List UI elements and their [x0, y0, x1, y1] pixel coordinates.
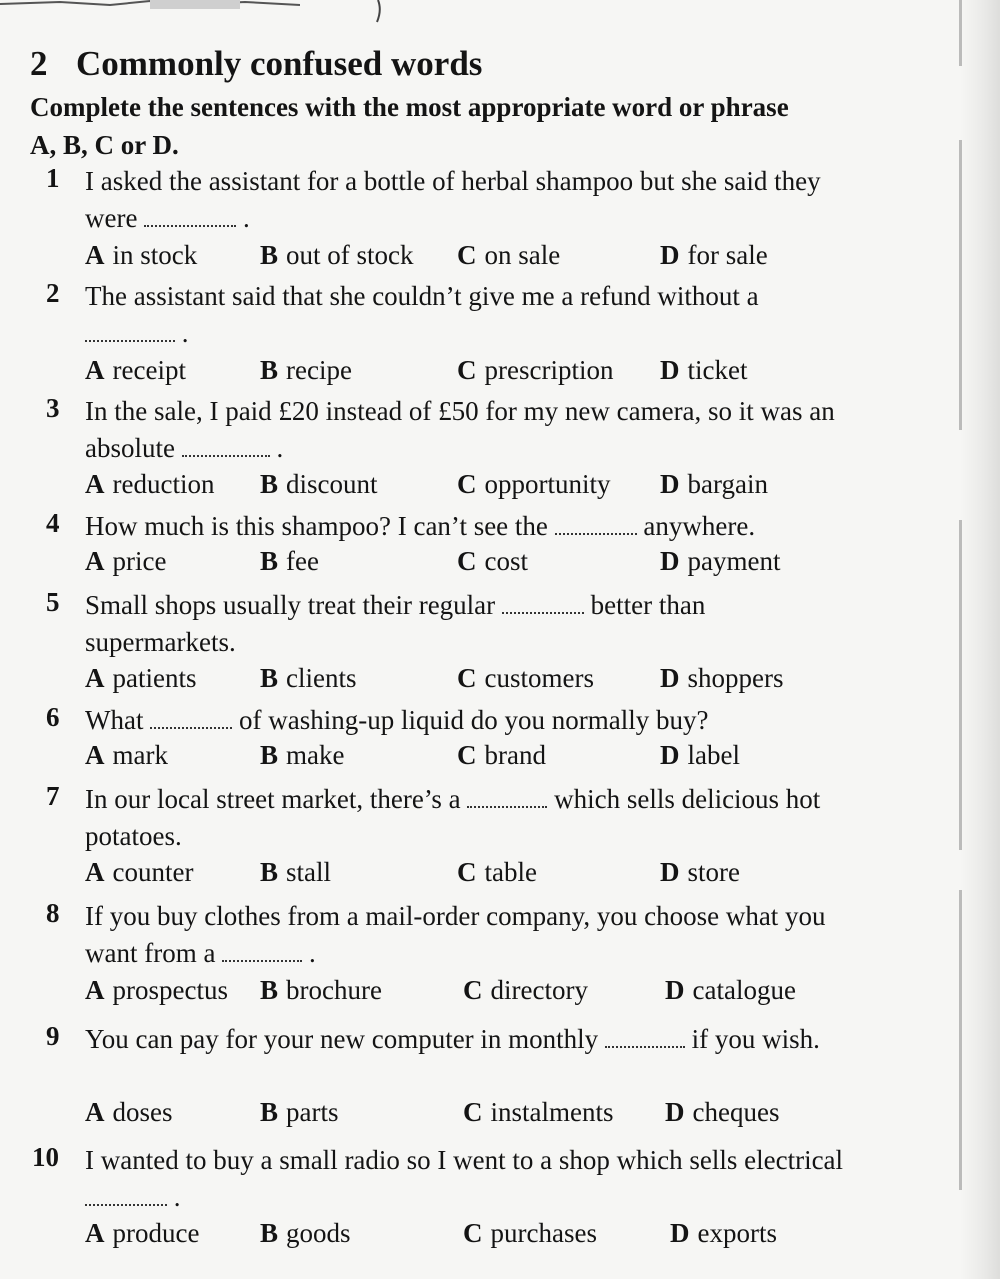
- question-number: 7: [46, 781, 60, 811]
- option-c[interactable]: C instalments: [463, 1097, 614, 1127]
- option-c[interactable]: C on sale: [457, 240, 561, 270]
- option-b[interactable]: B make: [260, 740, 345, 770]
- option-d[interactable]: D cheques: [665, 1097, 780, 1127]
- question-number: 10: [32, 1142, 59, 1172]
- question-text: [85, 278, 845, 352]
- option-c[interactable]: C cost: [457, 546, 528, 576]
- option-a[interactable]: A mark: [85, 740, 168, 770]
- question-number: 9: [46, 1021, 60, 1051]
- question-number: 1: [46, 163, 60, 193]
- question-number: 6: [46, 702, 60, 732]
- option-d[interactable]: D payment: [660, 546, 781, 576]
- question-text: [85, 898, 845, 972]
- question-text-after: which sells delicious hot potatoes.: [85, 784, 821, 851]
- page-edge-line: [959, 140, 962, 430]
- answer-blank[interactable]: [85, 320, 175, 342]
- option-c[interactable]: C opportunity: [457, 469, 611, 499]
- answer-blank[interactable]: [150, 707, 232, 729]
- exercise-number: 2: [30, 44, 48, 83]
- page-edge-line: [959, 0, 962, 66]
- question-text-before: You can pay for your new computer in monthly: [85, 1024, 599, 1054]
- option-a[interactable]: A price: [85, 546, 167, 576]
- question-text-after: .: [276, 433, 284, 463]
- option-c[interactable]: C table: [457, 857, 537, 887]
- option-b[interactable]: B clients: [260, 663, 357, 693]
- option-b[interactable]: B discount: [260, 469, 378, 499]
- answer-blank[interactable]: [85, 1184, 167, 1206]
- answer-blank[interactable]: [182, 435, 270, 457]
- question-text-before: How much is this shampoo? I can’t see the: [85, 511, 548, 541]
- option-b[interactable]: B parts: [260, 1097, 339, 1127]
- question-text-after: .: [308, 938, 316, 968]
- options-row: [85, 663, 845, 697]
- question-text-before: If you buy clothes from a mail-order company, you choose what you want from a: [85, 901, 826, 968]
- exercise-title-text: Commonly confused words: [76, 44, 483, 83]
- question-text-before: In the sale, I paid £20 instead of £50 for my new camera, so it was an absolute: [85, 396, 835, 463]
- options-row: [85, 1097, 845, 1131]
- answer-blank[interactable]: [502, 592, 584, 614]
- question-text-before: In our local street market, there’s a: [85, 784, 461, 814]
- option-a[interactable]: A patients: [85, 663, 197, 693]
- option-b[interactable]: B fee: [260, 546, 319, 576]
- option-a[interactable]: A produce: [85, 1218, 200, 1248]
- question-number: 3: [46, 393, 60, 423]
- question-text-before: I wanted to buy a small radio so I went to a shop which sells electrical: [85, 1145, 844, 1175]
- option-a[interactable]: A receipt: [85, 355, 186, 385]
- question-text: [85, 587, 845, 661]
- option-c[interactable]: C prescription: [457, 355, 614, 385]
- option-a[interactable]: A in stock: [85, 240, 198, 270]
- option-d[interactable]: D catalogue: [665, 975, 796, 1005]
- question-text-after: of washing-up liquid do you normally buy?: [238, 705, 709, 735]
- question-number: 2: [46, 278, 60, 308]
- option-d[interactable]: D exports: [670, 1218, 777, 1248]
- option-d[interactable]: D label: [660, 740, 740, 770]
- option-a[interactable]: A doses: [85, 1097, 173, 1127]
- option-b[interactable]: B goods: [260, 1218, 351, 1248]
- page-edge-line: [959, 520, 962, 850]
- question-text: [85, 393, 845, 467]
- question-number: 5: [46, 587, 60, 617]
- option-c[interactable]: C customers: [457, 663, 594, 693]
- answer-blank[interactable]: [555, 513, 637, 535]
- question-number: 8: [46, 898, 60, 928]
- options-row: [85, 1218, 845, 1252]
- options-row: [85, 240, 845, 274]
- answer-blank[interactable]: [605, 1026, 685, 1048]
- option-a[interactable]: A prospectus: [85, 975, 228, 1005]
- question-text-before: The assistant said that she couldn’t give me a refund without a: [85, 281, 759, 311]
- question-text: [85, 781, 845, 855]
- answer-blank[interactable]: [144, 205, 236, 227]
- options-row: [85, 740, 845, 774]
- options-row: [85, 355, 845, 389]
- question-text-after: better than supermarkets.: [85, 590, 706, 657]
- page-edge-line: [959, 890, 962, 1190]
- question-text: [85, 163, 845, 237]
- option-c[interactable]: C brand: [457, 740, 546, 770]
- question-text-before: Small shops usually treat their regular: [85, 590, 496, 620]
- option-a[interactable]: A reduction: [85, 469, 215, 499]
- question-text-after: if you wish.: [691, 1024, 820, 1054]
- question-number: 4: [46, 508, 60, 538]
- answer-blank[interactable]: [222, 940, 302, 962]
- options-row: [85, 546, 845, 580]
- question-text-after: .: [181, 318, 189, 348]
- exercise-title: [30, 44, 482, 84]
- option-a[interactable]: A counter: [85, 857, 194, 887]
- option-b[interactable]: B recipe: [260, 355, 352, 385]
- option-d[interactable]: D store: [660, 857, 740, 887]
- instructions: Complete the sentences with the most appropriate word or phrase A, B, C or D.: [30, 92, 789, 160]
- option-c[interactable]: C purchases: [463, 1218, 597, 1248]
- option-d[interactable]: D for sale: [660, 240, 768, 270]
- option-b[interactable]: B stall: [260, 857, 332, 887]
- option-d[interactable]: D ticket: [660, 355, 748, 385]
- option-d[interactable]: D bargain: [660, 469, 768, 499]
- question-text: [85, 1142, 845, 1216]
- question-text-after: .: [173, 1182, 181, 1212]
- answer-blank[interactable]: [467, 786, 547, 808]
- option-b[interactable]: B out of stock: [260, 240, 414, 270]
- question-text: [85, 702, 845, 739]
- options-row: [85, 975, 845, 1009]
- question-text-before: I asked the assistant for a bottle of herbal shampoo but she said they were: [85, 166, 821, 233]
- option-d[interactable]: D shoppers: [660, 663, 784, 693]
- question-text-before: What: [85, 705, 144, 735]
- question-text-after: anywhere.: [643, 511, 756, 541]
- option-b[interactable]: B brochure: [260, 975, 382, 1005]
- option-c[interactable]: C directory: [463, 975, 588, 1005]
- pencil-mark: [370, 0, 390, 26]
- options-row: [85, 857, 845, 891]
- question-text: [85, 508, 845, 545]
- torn-top-edge: [0, 0, 300, 14]
- page-edge-shadow: [960, 0, 1000, 1279]
- question-text-after: .: [242, 203, 250, 233]
- options-row: [85, 469, 845, 503]
- question-text: [85, 1021, 845, 1058]
